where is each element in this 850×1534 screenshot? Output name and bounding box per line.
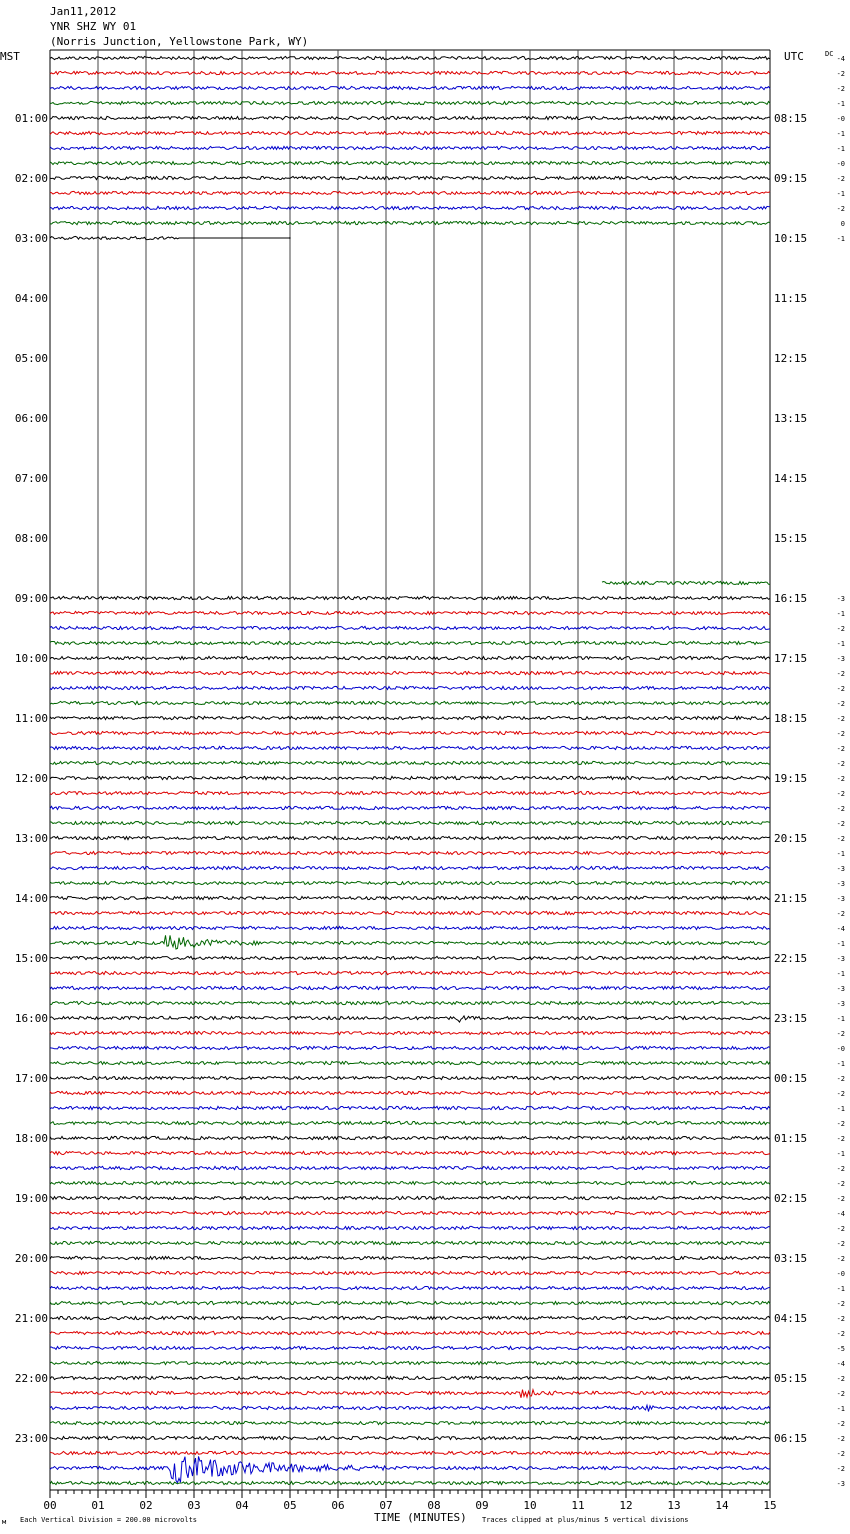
dc-offset-label: -1	[836, 940, 845, 948]
seismic-trace	[50, 1241, 770, 1244]
dc-offset-label: -2	[836, 85, 845, 93]
seismic-trace	[50, 851, 770, 854]
seismic-trace	[50, 1046, 770, 1049]
dc-offset-label: -0	[836, 1270, 845, 1278]
seismic-trace	[50, 1256, 770, 1259]
dc-offset-label: -1	[836, 100, 845, 108]
mst-hour-label: 08:00	[14, 532, 48, 545]
dc-offset-label: -1	[836, 145, 845, 153]
dc-offset-label: -2	[836, 625, 845, 633]
dc-offset-label: -2	[836, 1180, 845, 1188]
chart-title: YNR SHZ WY 01	[50, 20, 137, 33]
mst-hour-label: 17:00	[14, 1072, 48, 1085]
x-tick-label: 10	[523, 1499, 537, 1512]
seismic-trace	[50, 971, 770, 974]
dc-offset-label: -1	[836, 640, 845, 648]
seismic-trace	[50, 1390, 770, 1398]
mst-hour-label: 13:00	[14, 832, 48, 845]
x-tick-label: 07	[379, 1499, 393, 1512]
dc-offset-label: -1	[836, 1105, 845, 1113]
seismic-trace	[50, 1481, 770, 1484]
dc-offset-label: -3	[836, 895, 845, 903]
seismic-trace	[50, 881, 770, 884]
seismic-trace	[50, 1286, 770, 1289]
seismic-trace	[50, 911, 770, 914]
dc-offset-label: -3	[836, 655, 845, 663]
seismic-trace	[50, 86, 770, 89]
dc-offset-label: -3	[836, 1480, 845, 1488]
chart-date: Jan11,2012	[50, 5, 117, 18]
dc-offset-label: -2	[836, 175, 845, 183]
x-tick-label: 03	[187, 1499, 201, 1512]
dc-offset-label: -2	[836, 730, 845, 738]
dc-offset-label: -3	[836, 955, 845, 963]
seismic-trace	[50, 956, 770, 959]
dc-offset-label: -2	[836, 1315, 845, 1323]
dc-offset-label: -2	[836, 1390, 845, 1398]
x-tick-label: 12	[619, 1499, 633, 1512]
mst-hour-label: 19:00	[14, 1192, 48, 1205]
seismic-trace	[50, 1316, 770, 1319]
seismic-trace	[50, 1121, 770, 1124]
seismic-trace	[50, 206, 770, 209]
seismic-trace	[50, 1166, 770, 1169]
utc-hour-label: 23:15	[774, 1012, 808, 1025]
seismic-trace	[50, 1016, 770, 1022]
dc-offset-label: -2	[836, 1225, 845, 1233]
mst-hour-label: 20:00	[14, 1252, 48, 1265]
seismic-trace	[50, 1421, 770, 1424]
seismic-trace	[50, 1405, 770, 1411]
seismic-trace	[50, 221, 770, 224]
mst-hour-label: 23:00	[14, 1432, 48, 1445]
dc-offset-label: -2	[836, 1120, 845, 1128]
seismic-trace	[50, 1211, 770, 1214]
seismic-trace	[50, 731, 770, 734]
seismic-trace	[50, 761, 770, 764]
dc-offset-label: -1	[836, 850, 845, 858]
dc-offset-label: -4	[836, 925, 845, 933]
utc-hour-label: 04:15	[774, 1312, 808, 1325]
seismic-trace	[50, 821, 770, 824]
dc-offset-label: -2	[836, 805, 845, 813]
seismic-trace	[50, 1181, 770, 1184]
utc-hour-label: 18:15	[774, 712, 808, 725]
dc-offset-label: 0	[840, 220, 845, 228]
seismic-trace	[50, 1001, 770, 1004]
dc-offset-label: -0	[836, 115, 845, 123]
dc-label: DC	[825, 50, 834, 58]
x-tick-label: 04	[235, 1499, 249, 1512]
dc-offset-label: -1	[836, 130, 845, 138]
dc-offset-label: -1	[836, 1150, 845, 1158]
dc-offset-label: -2	[836, 775, 845, 783]
seismic-trace	[50, 176, 770, 179]
mst-hour-label: 07:00	[14, 472, 48, 485]
seismic-trace	[50, 191, 770, 194]
seismic-trace	[50, 161, 770, 164]
utc-hour-label: 01:15	[774, 1132, 808, 1145]
seismic-trace	[50, 1436, 770, 1439]
seismic-trace	[50, 1061, 770, 1064]
dc-offset-label: -1	[836, 1405, 845, 1413]
utc-hour-label: 12:15	[774, 352, 808, 365]
dc-offset-label: -2	[836, 670, 845, 678]
utc-hour-label: 14:15	[774, 472, 808, 485]
dc-offset-label: -1	[836, 610, 845, 618]
dc-offset-label: -2	[836, 1240, 845, 1248]
utc-hour-label: 05:15	[774, 1372, 808, 1385]
dc-offset-label: -1	[836, 970, 845, 978]
seismic-trace	[50, 656, 770, 659]
dc-offset-label: -2	[836, 70, 845, 78]
x-tick-label: 05	[283, 1499, 297, 1512]
utc-hour-label: 13:15	[774, 412, 808, 425]
seismic-trace	[50, 1331, 770, 1334]
seismic-trace	[50, 686, 770, 689]
seismic-trace	[50, 1031, 770, 1034]
seismic-trace	[50, 1451, 770, 1454]
dc-offset-label: -1	[836, 1015, 845, 1023]
dc-offset-label: -4	[836, 1210, 845, 1218]
mst-hour-label: 15:00	[14, 952, 48, 965]
dc-offset-label: -3	[836, 880, 845, 888]
mst-hour-label: 16:00	[14, 1012, 48, 1025]
x-tick-label: 11	[571, 1499, 585, 1512]
utc-hour-label: 17:15	[774, 652, 808, 665]
seismic-trace	[50, 131, 770, 134]
dc-offset-label: -2	[836, 1195, 845, 1203]
dc-offset-label: -2	[836, 1255, 845, 1263]
seismic-trace	[50, 146, 770, 149]
mst-hour-label: 12:00	[14, 772, 48, 785]
x-tick-label: 02	[139, 1499, 153, 1512]
mst-hour-label: 10:00	[14, 652, 48, 665]
utc-hour-label: 22:15	[774, 952, 808, 965]
seismic-trace	[50, 935, 770, 949]
dc-offset-label: -2	[836, 700, 845, 708]
seismic-trace	[50, 641, 770, 644]
seismic-trace	[50, 1456, 770, 1482]
dc-offset-label: -3	[836, 1000, 845, 1008]
dc-offset-label: -2	[836, 715, 845, 723]
mst-hour-label: 03:00	[14, 232, 48, 245]
right-axis-title: UTC	[784, 50, 804, 63]
utc-hour-label: 15:15	[774, 532, 808, 545]
dc-offset-label: -2	[836, 820, 845, 828]
mst-hour-label: 06:00	[14, 412, 48, 425]
x-tick-label: 14	[715, 1499, 729, 1512]
seismic-trace	[50, 866, 770, 869]
dc-offset-label: -2	[836, 910, 845, 918]
dc-offset-label: -1	[836, 235, 845, 243]
seismic-trace	[50, 101, 770, 104]
mst-hour-label: 04:00	[14, 292, 48, 305]
utc-hour-label: 21:15	[774, 892, 808, 905]
seismic-trace	[50, 1151, 770, 1154]
corner-mark: м	[2, 1518, 7, 1526]
dc-offset-label: -1	[836, 1285, 845, 1293]
mst-hour-label: 21:00	[14, 1312, 48, 1325]
dc-offset-label: -2	[836, 1330, 845, 1338]
dc-offset-label: -2	[836, 760, 845, 768]
mst-hour-label: 22:00	[14, 1372, 48, 1385]
utc-hour-label: 00:15	[774, 1072, 808, 1085]
dc-offset-label: -2	[836, 835, 845, 843]
utc-hour-label: 20:15	[774, 832, 808, 845]
dc-offset-label: -2	[836, 1450, 845, 1458]
x-axis-label: TIME (MINUTES)	[374, 1511, 467, 1524]
utc-hour-label: 11:15	[774, 292, 808, 305]
seismic-trace	[50, 1091, 770, 1094]
seismic-trace	[50, 236, 290, 239]
seismic-trace	[50, 896, 770, 899]
seismic-trace	[50, 1226, 770, 1229]
seismic-trace	[50, 776, 770, 779]
dc-offset-label: -3	[836, 865, 845, 873]
dc-offset-label: -2	[836, 1435, 845, 1443]
seismic-trace	[50, 926, 770, 929]
dc-offset-label: -2	[836, 1090, 845, 1098]
seismic-trace	[50, 1346, 770, 1349]
seismic-trace	[50, 626, 770, 629]
seismic-trace	[50, 836, 770, 839]
utc-hour-label: 03:15	[774, 1252, 808, 1265]
dc-offset-label: -2	[836, 205, 845, 213]
dc-offset-label: -5	[836, 1345, 845, 1353]
dc-offset-label: -4	[836, 55, 845, 63]
seismic-trace	[50, 806, 770, 809]
seismic-trace	[50, 1106, 770, 1109]
seismic-trace	[50, 1196, 770, 1199]
seismic-trace	[50, 596, 770, 599]
dc-offset-label: -2	[836, 685, 845, 693]
left-axis-title: MST	[0, 50, 20, 63]
dc-offset-label: -2	[836, 1375, 845, 1383]
x-tick-label: 06	[331, 1499, 345, 1512]
seismic-trace	[50, 1136, 770, 1139]
dc-offset-label: -2	[836, 745, 845, 753]
utc-hour-label: 06:15	[774, 1432, 808, 1445]
utc-hour-label: 19:15	[774, 772, 808, 785]
seismic-trace	[50, 56, 770, 59]
seismic-trace	[50, 116, 770, 119]
x-tick-label: 15	[763, 1499, 777, 1512]
mst-hour-label: 01:00	[14, 112, 48, 125]
utc-hour-label: 10:15	[774, 232, 808, 245]
seismic-trace	[50, 1361, 770, 1364]
x-tick-label: 08	[427, 1499, 441, 1512]
utc-hour-label: 16:15	[774, 592, 808, 605]
mst-hour-label: 02:00	[14, 172, 48, 185]
seismic-trace	[50, 671, 770, 674]
mst-hour-label: 11:00	[14, 712, 48, 725]
seismic-trace	[50, 1376, 770, 1379]
x-tick-label: 00	[43, 1499, 57, 1512]
seismic-trace	[50, 701, 770, 704]
chart-subtitle: (Norris Junction, Yellowstone Park, WY)	[50, 35, 309, 48]
seismic-trace	[50, 1271, 770, 1274]
seismic-trace	[50, 71, 770, 74]
utc-hour-label: 09:15	[774, 172, 808, 185]
mst-hour-label: 14:00	[14, 892, 48, 905]
dc-offset-label: -1	[836, 1060, 845, 1068]
x-tick-label: 13	[667, 1499, 681, 1512]
footer-scale-note: Each Vertical Division = 200.00 microvolts	[20, 1516, 198, 1524]
dc-offset-label: -2	[836, 1030, 845, 1038]
dc-offset-label: -0	[836, 160, 845, 168]
mst-hour-label: 09:00	[14, 592, 48, 605]
dc-offset-label: -2	[836, 1300, 845, 1308]
dc-offset-label: -3	[836, 985, 845, 993]
seismic-trace	[50, 986, 770, 989]
x-tick-label: 09	[475, 1499, 489, 1512]
seismic-trace	[602, 581, 770, 584]
mst-hour-label: 05:00	[14, 352, 48, 365]
x-tick-label: 01	[91, 1499, 105, 1512]
footer-clip-note: Traces clipped at plus/minus 5 vertical divisions	[482, 1516, 689, 1524]
dc-offset-label: -2	[836, 790, 845, 798]
seismic-trace	[50, 791, 770, 794]
mst-hour-label: 18:00	[14, 1132, 48, 1145]
seismic-trace	[50, 611, 770, 614]
dc-offset-label: -2	[836, 1465, 845, 1473]
dc-offset-label: -2	[836, 1165, 845, 1173]
utc-hour-label: 08:15	[774, 112, 808, 125]
dc-offset-label: -1	[836, 190, 845, 198]
dc-offset-label: -4	[836, 1360, 845, 1368]
seismic-trace	[50, 746, 770, 749]
seismic-trace	[50, 716, 770, 719]
dc-offset-label: -2	[836, 1420, 845, 1428]
utc-hour-label: 02:15	[774, 1192, 808, 1205]
seismic-trace	[50, 1076, 770, 1079]
dc-offset-label: -2	[836, 1075, 845, 1083]
dc-offset-label: -3	[836, 595, 845, 603]
seismic-trace	[50, 1301, 770, 1304]
dc-offset-label: -0	[836, 1045, 845, 1053]
dc-offset-label: -2	[836, 1135, 845, 1143]
